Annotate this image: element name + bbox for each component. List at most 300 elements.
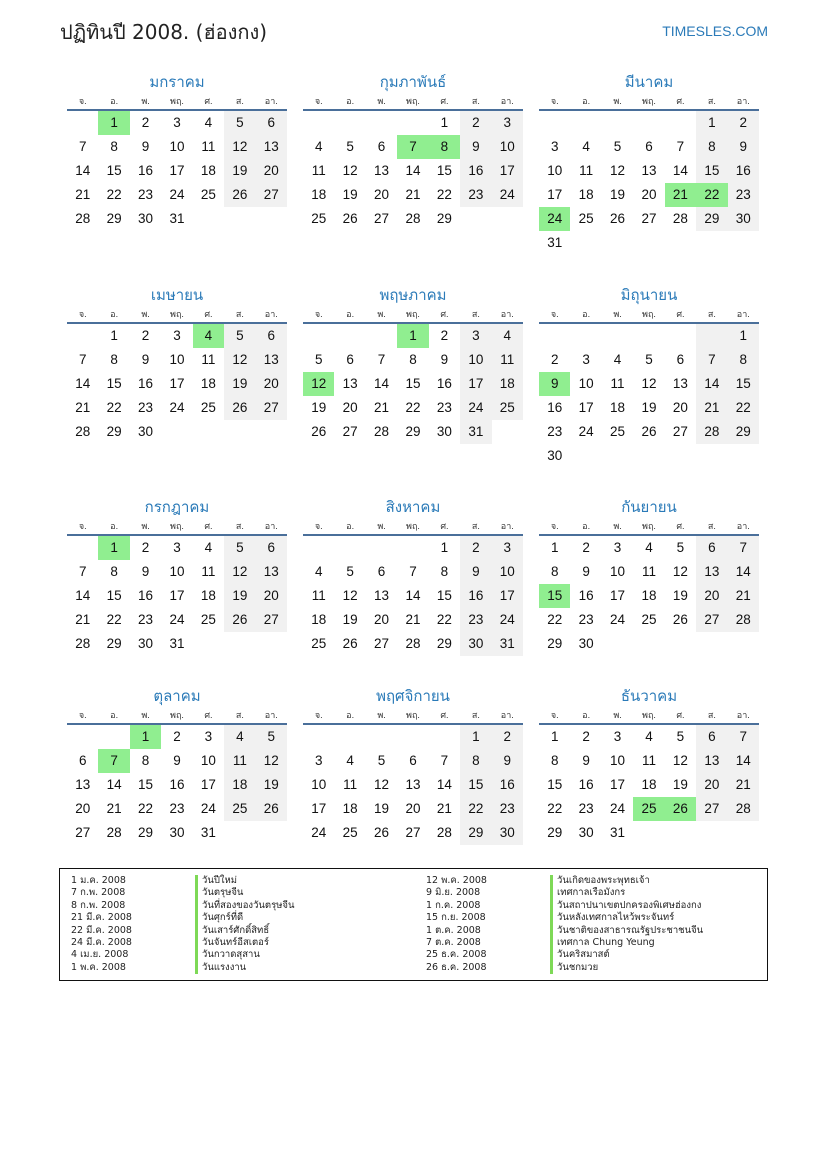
holiday-cell[interactable]: 1	[397, 324, 428, 348]
day-cell[interactable]: 14	[374, 376, 390, 391]
day-cell[interactable]: 12	[224, 135, 255, 159]
day-cell[interactable]: 14	[75, 163, 91, 178]
day-cell[interactable]: 4	[582, 139, 590, 154]
day-cell[interactable]: 17	[578, 400, 594, 415]
day-cell[interactable]: 9	[440, 352, 449, 367]
day-cell[interactable]: 16	[169, 777, 185, 792]
day-cell[interactable]: 15	[696, 159, 727, 183]
day-cell[interactable]: 30	[138, 211, 154, 226]
day-cell[interactable]: 21	[374, 400, 390, 415]
day-cell[interactable]: 28	[696, 420, 727, 444]
day-cell[interactable]: 19	[610, 187, 626, 202]
day-cell[interactable]: 1	[460, 725, 491, 749]
day-cell[interactable]: 11	[610, 376, 625, 391]
day-cell[interactable]: 19	[224, 372, 255, 396]
day-cell[interactable]: 14	[405, 588, 421, 603]
day-cell[interactable]: 22	[436, 187, 452, 202]
day-cell[interactable]: 10	[610, 564, 626, 579]
day-cell[interactable]: 24	[311, 825, 327, 840]
day-cell[interactable]: 3	[582, 352, 590, 367]
day-cell[interactable]: 6	[377, 139, 386, 154]
day-cell[interactable]: 2	[141, 540, 150, 555]
day-cell[interactable]: 18	[200, 588, 216, 603]
day-cell[interactable]: 27	[672, 424, 688, 439]
day-cell[interactable]: 1	[696, 111, 727, 135]
day-cell[interactable]: 18	[610, 400, 626, 415]
day-cell[interactable]: 8	[550, 564, 559, 579]
day-cell[interactable]: 23	[169, 801, 185, 816]
day-cell[interactable]: 12	[256, 749, 287, 773]
day-cell[interactable]: 28	[75, 636, 91, 651]
day-cell[interactable]: 16	[460, 584, 491, 608]
day-cell[interactable]: 19	[342, 187, 358, 202]
day-cell[interactable]: 9	[460, 560, 491, 584]
day-cell[interactable]: 14	[728, 560, 759, 584]
day-cell[interactable]: 3	[204, 729, 213, 744]
day-cell[interactable]: 18	[578, 187, 594, 202]
day-cell[interactable]: 10	[200, 753, 216, 768]
day-cell[interactable]: 22	[547, 612, 563, 627]
holiday-cell[interactable]: 1	[98, 536, 129, 560]
day-cell[interactable]: 3	[613, 540, 622, 555]
day-cell[interactable]: 23	[138, 612, 154, 627]
day-cell[interactable]: 16	[728, 159, 759, 183]
day-cell[interactable]: 13	[342, 376, 358, 391]
day-cell[interactable]: 18	[200, 376, 216, 391]
day-cell[interactable]: 25	[200, 400, 216, 415]
day-cell[interactable]: 5	[224, 324, 255, 348]
day-cell[interactable]: 20	[256, 159, 287, 183]
day-cell[interactable]: 16	[436, 376, 452, 391]
day-cell[interactable]: 19	[224, 159, 255, 183]
day-cell[interactable]: 9	[173, 753, 181, 768]
day-cell[interactable]: 4	[645, 540, 653, 555]
holiday-cell[interactable]: 4	[193, 324, 224, 348]
day-cell[interactable]: 7	[728, 536, 759, 560]
day-cell[interactable]: 28	[728, 797, 759, 821]
day-cell[interactable]: 25	[610, 424, 626, 439]
day-cell[interactable]: 14	[405, 163, 421, 178]
day-cell[interactable]: 19	[374, 801, 390, 816]
day-cell[interactable]: 27	[405, 825, 421, 840]
day-cell[interactable]: 9	[582, 753, 590, 768]
day-cell[interactable]: 21	[106, 801, 122, 816]
day-cell[interactable]: 12	[224, 560, 255, 584]
day-cell[interactable]: 25	[342, 825, 358, 840]
day-cell[interactable]: 17	[169, 163, 185, 178]
day-cell[interactable]: 12	[374, 777, 390, 792]
day-cell[interactable]: 25	[641, 612, 657, 627]
day-cell[interactable]: 6	[645, 139, 653, 154]
day-cell[interactable]: 9	[141, 352, 150, 367]
day-cell[interactable]: 2	[492, 725, 523, 749]
day-cell[interactable]: 29	[436, 636, 452, 651]
day-cell[interactable]: 11	[641, 564, 656, 579]
day-cell[interactable]: 6	[346, 352, 354, 367]
day-cell[interactable]: 21	[405, 612, 421, 627]
day-cell[interactable]: 22	[460, 797, 491, 821]
day-cell[interactable]: 19	[672, 777, 688, 792]
day-cell[interactable]: 6	[78, 753, 87, 768]
day-cell[interactable]: 15	[436, 588, 452, 603]
day-cell[interactable]: 22	[106, 400, 122, 415]
day-cell[interactable]: 12	[610, 163, 626, 178]
day-cell[interactable]: 15	[405, 376, 421, 391]
day-cell[interactable]: 5	[676, 540, 685, 555]
day-cell[interactable]: 30	[547, 448, 563, 463]
day-cell[interactable]: 29	[696, 207, 727, 231]
day-cell[interactable]: 18	[492, 372, 523, 396]
day-cell[interactable]: 8	[141, 753, 150, 768]
day-cell[interactable]: 30	[578, 636, 594, 651]
day-cell[interactable]: 14	[672, 163, 688, 178]
day-cell[interactable]: 5	[346, 564, 354, 579]
day-cell[interactable]: 29	[547, 636, 563, 651]
day-cell[interactable]: 10	[610, 753, 626, 768]
day-cell[interactable]: 23	[138, 400, 154, 415]
day-cell[interactable]: 4	[224, 725, 255, 749]
day-cell[interactable]: 5	[314, 352, 323, 367]
day-cell[interactable]: 17	[311, 801, 327, 816]
day-cell[interactable]: 15	[728, 372, 759, 396]
day-cell[interactable]: 13	[374, 163, 390, 178]
day-cell[interactable]: 10	[492, 560, 523, 584]
day-cell[interactable]: 6	[377, 564, 386, 579]
day-cell[interactable]: 15	[436, 163, 452, 178]
day-cell[interactable]: 24	[492, 183, 523, 207]
day-cell[interactable]: 24	[578, 424, 594, 439]
day-cell[interactable]: 18	[342, 801, 358, 816]
day-cell[interactable]: 10	[492, 135, 523, 159]
holiday-cell[interactable]: 22	[696, 183, 727, 207]
day-cell[interactable]: 6	[256, 324, 287, 348]
day-cell[interactable]: 5	[645, 352, 653, 367]
day-cell[interactable]: 13	[256, 348, 287, 372]
day-cell[interactable]: 3	[173, 115, 181, 130]
day-cell[interactable]: 20	[405, 801, 421, 816]
holiday-cell[interactable]: 26	[665, 797, 696, 821]
day-cell[interactable]: 28	[75, 211, 91, 226]
day-cell[interactable]: 20	[342, 400, 358, 415]
day-cell[interactable]: 28	[436, 825, 452, 840]
day-cell[interactable]: 26	[224, 608, 255, 632]
day-cell[interactable]: 3	[460, 324, 491, 348]
day-cell[interactable]: 26	[672, 612, 688, 627]
day-cell[interactable]: 24	[169, 400, 185, 415]
day-cell[interactable]: 14	[436, 777, 452, 792]
day-cell[interactable]: 9	[141, 564, 150, 579]
day-cell[interactable]: 16	[578, 777, 594, 792]
day-cell[interactable]: 4	[204, 115, 213, 130]
day-cell[interactable]: 6	[256, 111, 287, 135]
day-cell[interactable]: 29	[106, 211, 122, 226]
day-cell[interactable]: 25	[311, 636, 327, 651]
day-cell[interactable]: 17	[169, 376, 185, 391]
day-cell[interactable]: 11	[311, 588, 326, 603]
day-cell[interactable]: 21	[75, 400, 91, 415]
day-cell[interactable]: 26	[224, 183, 255, 207]
day-cell[interactable]: 16	[138, 588, 154, 603]
day-cell[interactable]: 16	[578, 588, 594, 603]
day-cell[interactable]: 23	[492, 797, 523, 821]
day-cell[interactable]: 7	[78, 139, 87, 154]
day-cell[interactable]: 3	[492, 111, 523, 135]
day-cell[interactable]: 8	[110, 352, 118, 367]
day-cell[interactable]: 8	[550, 753, 559, 768]
day-cell[interactable]: 30	[728, 207, 759, 231]
day-cell[interactable]: 16	[460, 159, 491, 183]
day-cell[interactable]: 22	[728, 396, 759, 420]
day-cell[interactable]: 16	[138, 163, 154, 178]
day-cell[interactable]: 8	[696, 135, 727, 159]
day-cell[interactable]: 27	[256, 396, 287, 420]
day-cell[interactable]: 28	[75, 424, 91, 439]
day-cell[interactable]: 23	[460, 608, 491, 632]
day-cell[interactable]: 28	[405, 636, 421, 651]
day-cell[interactable]: 7	[676, 139, 685, 154]
day-cell[interactable]: 13	[405, 777, 421, 792]
day-cell[interactable]: 31	[610, 825, 626, 840]
day-cell[interactable]: 23	[578, 612, 594, 627]
day-cell[interactable]: 3	[173, 540, 181, 555]
day-cell[interactable]: 1	[728, 324, 759, 348]
day-cell[interactable]: 10	[169, 564, 185, 579]
day-cell[interactable]: 8	[110, 139, 118, 154]
day-cell[interactable]: 19	[256, 773, 287, 797]
day-cell[interactable]: 24	[169, 612, 185, 627]
day-cell[interactable]: 27	[256, 608, 287, 632]
day-cell[interactable]: 12	[672, 564, 688, 579]
day-cell[interactable]: 3	[613, 729, 622, 744]
day-cell[interactable]: 23	[460, 183, 491, 207]
day-cell[interactable]: 23	[578, 801, 594, 816]
day-cell[interactable]: 7	[78, 564, 87, 579]
day-cell[interactable]: 13	[256, 560, 287, 584]
day-cell[interactable]: 17	[492, 159, 523, 183]
day-cell[interactable]: 20	[696, 773, 727, 797]
day-cell[interactable]: 18	[641, 588, 657, 603]
day-cell[interactable]: 21	[696, 396, 727, 420]
day-cell[interactable]: 12	[342, 588, 358, 603]
day-cell[interactable]: 11	[492, 348, 523, 372]
day-cell[interactable]: 29	[460, 821, 491, 845]
day-cell[interactable]: 8	[460, 749, 491, 773]
day-cell[interactable]: 26	[311, 424, 327, 439]
day-cell[interactable]: 21	[436, 801, 452, 816]
day-cell[interactable]: 19	[641, 400, 657, 415]
day-cell[interactable]: 8	[409, 352, 417, 367]
day-cell[interactable]: 27	[256, 183, 287, 207]
holiday-cell[interactable]: 1	[130, 725, 161, 749]
day-cell[interactable]: 11	[201, 139, 216, 154]
day-cell[interactable]: 14	[106, 777, 122, 792]
day-cell[interactable]: 21	[728, 773, 759, 797]
holiday-cell[interactable]: 24	[539, 207, 570, 231]
holiday-cell[interactable]: 15	[539, 584, 570, 608]
day-cell[interactable]: 1	[550, 540, 559, 555]
day-cell[interactable]: 11	[311, 163, 326, 178]
day-cell[interactable]: 5	[256, 725, 287, 749]
day-cell[interactable]: 9	[460, 135, 491, 159]
day-cell[interactable]: 14	[75, 588, 91, 603]
day-cell[interactable]: 13	[696, 749, 727, 773]
day-cell[interactable]: 18	[311, 612, 327, 627]
day-cell[interactable]: 26	[256, 797, 287, 821]
day-cell[interactable]: 1	[110, 328, 118, 343]
day-cell[interactable]: 25	[200, 187, 216, 202]
day-cell[interactable]: 27	[374, 211, 390, 226]
day-cell[interactable]: 22	[106, 187, 122, 202]
day-cell[interactable]: 26	[224, 396, 255, 420]
day-cell[interactable]: 2	[141, 115, 150, 130]
day-cell[interactable]: 22	[405, 400, 421, 415]
day-cell[interactable]: 9	[492, 749, 523, 773]
day-cell[interactable]: 7	[409, 564, 417, 579]
day-cell[interactable]: 21	[405, 187, 421, 202]
day-cell[interactable]: 16	[138, 376, 154, 391]
day-cell[interactable]: 5	[346, 139, 354, 154]
day-cell[interactable]: 25	[311, 211, 327, 226]
day-cell[interactable]: 22	[138, 801, 154, 816]
day-cell[interactable]: 29	[106, 424, 122, 439]
day-cell[interactable]: 26	[610, 211, 626, 226]
day-cell[interactable]: 17	[460, 372, 491, 396]
day-cell[interactable]: 9	[582, 564, 590, 579]
day-cell[interactable]: 3	[173, 328, 181, 343]
day-cell[interactable]: 18	[311, 187, 327, 202]
day-cell[interactable]: 2	[440, 328, 449, 343]
day-cell[interactable]: 19	[672, 588, 688, 603]
day-cell[interactable]: 17	[610, 588, 626, 603]
day-cell[interactable]: 26	[342, 636, 358, 651]
day-cell[interactable]: 13	[75, 777, 91, 792]
site-logo-link[interactable]: TIMESLES.COM	[662, 23, 768, 39]
day-cell[interactable]: 2	[460, 536, 491, 560]
holiday-cell[interactable]: 12	[303, 372, 334, 396]
day-cell[interactable]: 4	[204, 540, 213, 555]
day-cell[interactable]: 24	[610, 801, 626, 816]
day-cell[interactable]: 31	[547, 235, 563, 250]
day-cell[interactable]: 2	[582, 729, 590, 744]
day-cell[interactable]: 2	[141, 328, 150, 343]
day-cell[interactable]: 5	[613, 139, 622, 154]
day-cell[interactable]: 6	[696, 536, 727, 560]
day-cell[interactable]: 9	[728, 135, 759, 159]
day-cell[interactable]: 31	[200, 825, 216, 840]
day-cell[interactable]: 14	[75, 376, 91, 391]
day-cell[interactable]: 27	[342, 424, 358, 439]
day-cell[interactable]: 13	[374, 588, 390, 603]
day-cell[interactable]: 20	[256, 372, 287, 396]
day-cell[interactable]: 1	[440, 115, 449, 130]
day-cell[interactable]: 12	[641, 376, 657, 391]
holiday-cell[interactable]: 9	[539, 372, 570, 396]
day-cell[interactable]: 6	[256, 536, 287, 560]
day-cell[interactable]: 4	[346, 753, 354, 768]
day-cell[interactable]: 30	[436, 424, 452, 439]
day-cell[interactable]: 2	[460, 111, 491, 135]
holiday-cell[interactable]: 7	[98, 749, 129, 773]
day-cell[interactable]: 14	[728, 749, 759, 773]
day-cell[interactable]: 6	[676, 352, 685, 367]
day-cell[interactable]: 19	[311, 400, 327, 415]
day-cell[interactable]: 20	[374, 612, 390, 627]
day-cell[interactable]: 17	[200, 777, 216, 792]
day-cell[interactable]: 26	[342, 211, 358, 226]
day-cell[interactable]: 10	[578, 376, 594, 391]
day-cell[interactable]: 23	[728, 183, 759, 207]
day-cell[interactable]: 15	[106, 376, 122, 391]
day-cell[interactable]: 11	[579, 163, 594, 178]
day-cell[interactable]: 29	[728, 420, 759, 444]
day-cell[interactable]: 4	[492, 324, 523, 348]
day-cell[interactable]: 17	[547, 187, 563, 202]
day-cell[interactable]: 1	[550, 729, 559, 744]
day-cell[interactable]: 23	[436, 400, 452, 415]
day-cell[interactable]: 28	[106, 825, 122, 840]
day-cell[interactable]: 7	[440, 753, 449, 768]
day-cell[interactable]: 28	[728, 608, 759, 632]
day-cell[interactable]: 27	[696, 608, 727, 632]
day-cell[interactable]: 28	[374, 424, 390, 439]
day-cell[interactable]: 4	[613, 352, 622, 367]
day-cell[interactable]: 2	[582, 540, 590, 555]
day-cell[interactable]: 27	[374, 636, 390, 651]
day-cell[interactable]: 4	[314, 564, 323, 579]
day-cell[interactable]: 24	[169, 187, 185, 202]
holiday-cell[interactable]: 1	[98, 111, 129, 135]
day-cell[interactable]: 24	[610, 612, 626, 627]
day-cell[interactable]: 18	[641, 777, 657, 792]
day-cell[interactable]: 8	[110, 564, 118, 579]
day-cell[interactable]: 29	[106, 636, 122, 651]
day-cell[interactable]: 29	[405, 424, 421, 439]
day-cell[interactable]: 4	[314, 139, 323, 154]
day-cell[interactable]: 11	[224, 749, 255, 773]
day-cell[interactable]: 5	[676, 729, 685, 744]
day-cell[interactable]: 25	[200, 612, 216, 627]
day-cell[interactable]: 24	[200, 801, 216, 816]
day-cell[interactable]: 7	[728, 725, 759, 749]
day-cell[interactable]: 13	[256, 135, 287, 159]
day-cell[interactable]: 21	[75, 187, 91, 202]
day-cell[interactable]: 23	[138, 187, 154, 202]
day-cell[interactable]: 14	[696, 372, 727, 396]
day-cell[interactable]: 12	[342, 163, 358, 178]
day-cell[interactable]: 3	[314, 753, 323, 768]
day-cell[interactable]: 25	[224, 797, 255, 821]
day-cell[interactable]: 2	[550, 352, 559, 367]
day-cell[interactable]: 17	[610, 777, 626, 792]
holiday-cell[interactable]: 8	[429, 135, 460, 159]
day-cell[interactable]: 5	[224, 111, 255, 135]
day-cell[interactable]: 7	[696, 348, 727, 372]
day-cell[interactable]: 20	[374, 187, 390, 202]
day-cell[interactable]: 27	[75, 825, 91, 840]
holiday-cell[interactable]: 25	[633, 797, 664, 821]
day-cell[interactable]: 19	[342, 612, 358, 627]
day-cell[interactable]: 30	[169, 825, 185, 840]
day-cell[interactable]: 29	[138, 825, 154, 840]
day-cell[interactable]: 11	[201, 352, 216, 367]
day-cell[interactable]: 25	[492, 396, 523, 420]
day-cell[interactable]: 21	[728, 584, 759, 608]
day-cell[interactable]: 6	[696, 725, 727, 749]
day-cell[interactable]: 13	[696, 560, 727, 584]
day-cell[interactable]: 7	[78, 352, 87, 367]
day-cell[interactable]: 6	[409, 753, 417, 768]
day-cell[interactable]: 30	[578, 825, 594, 840]
